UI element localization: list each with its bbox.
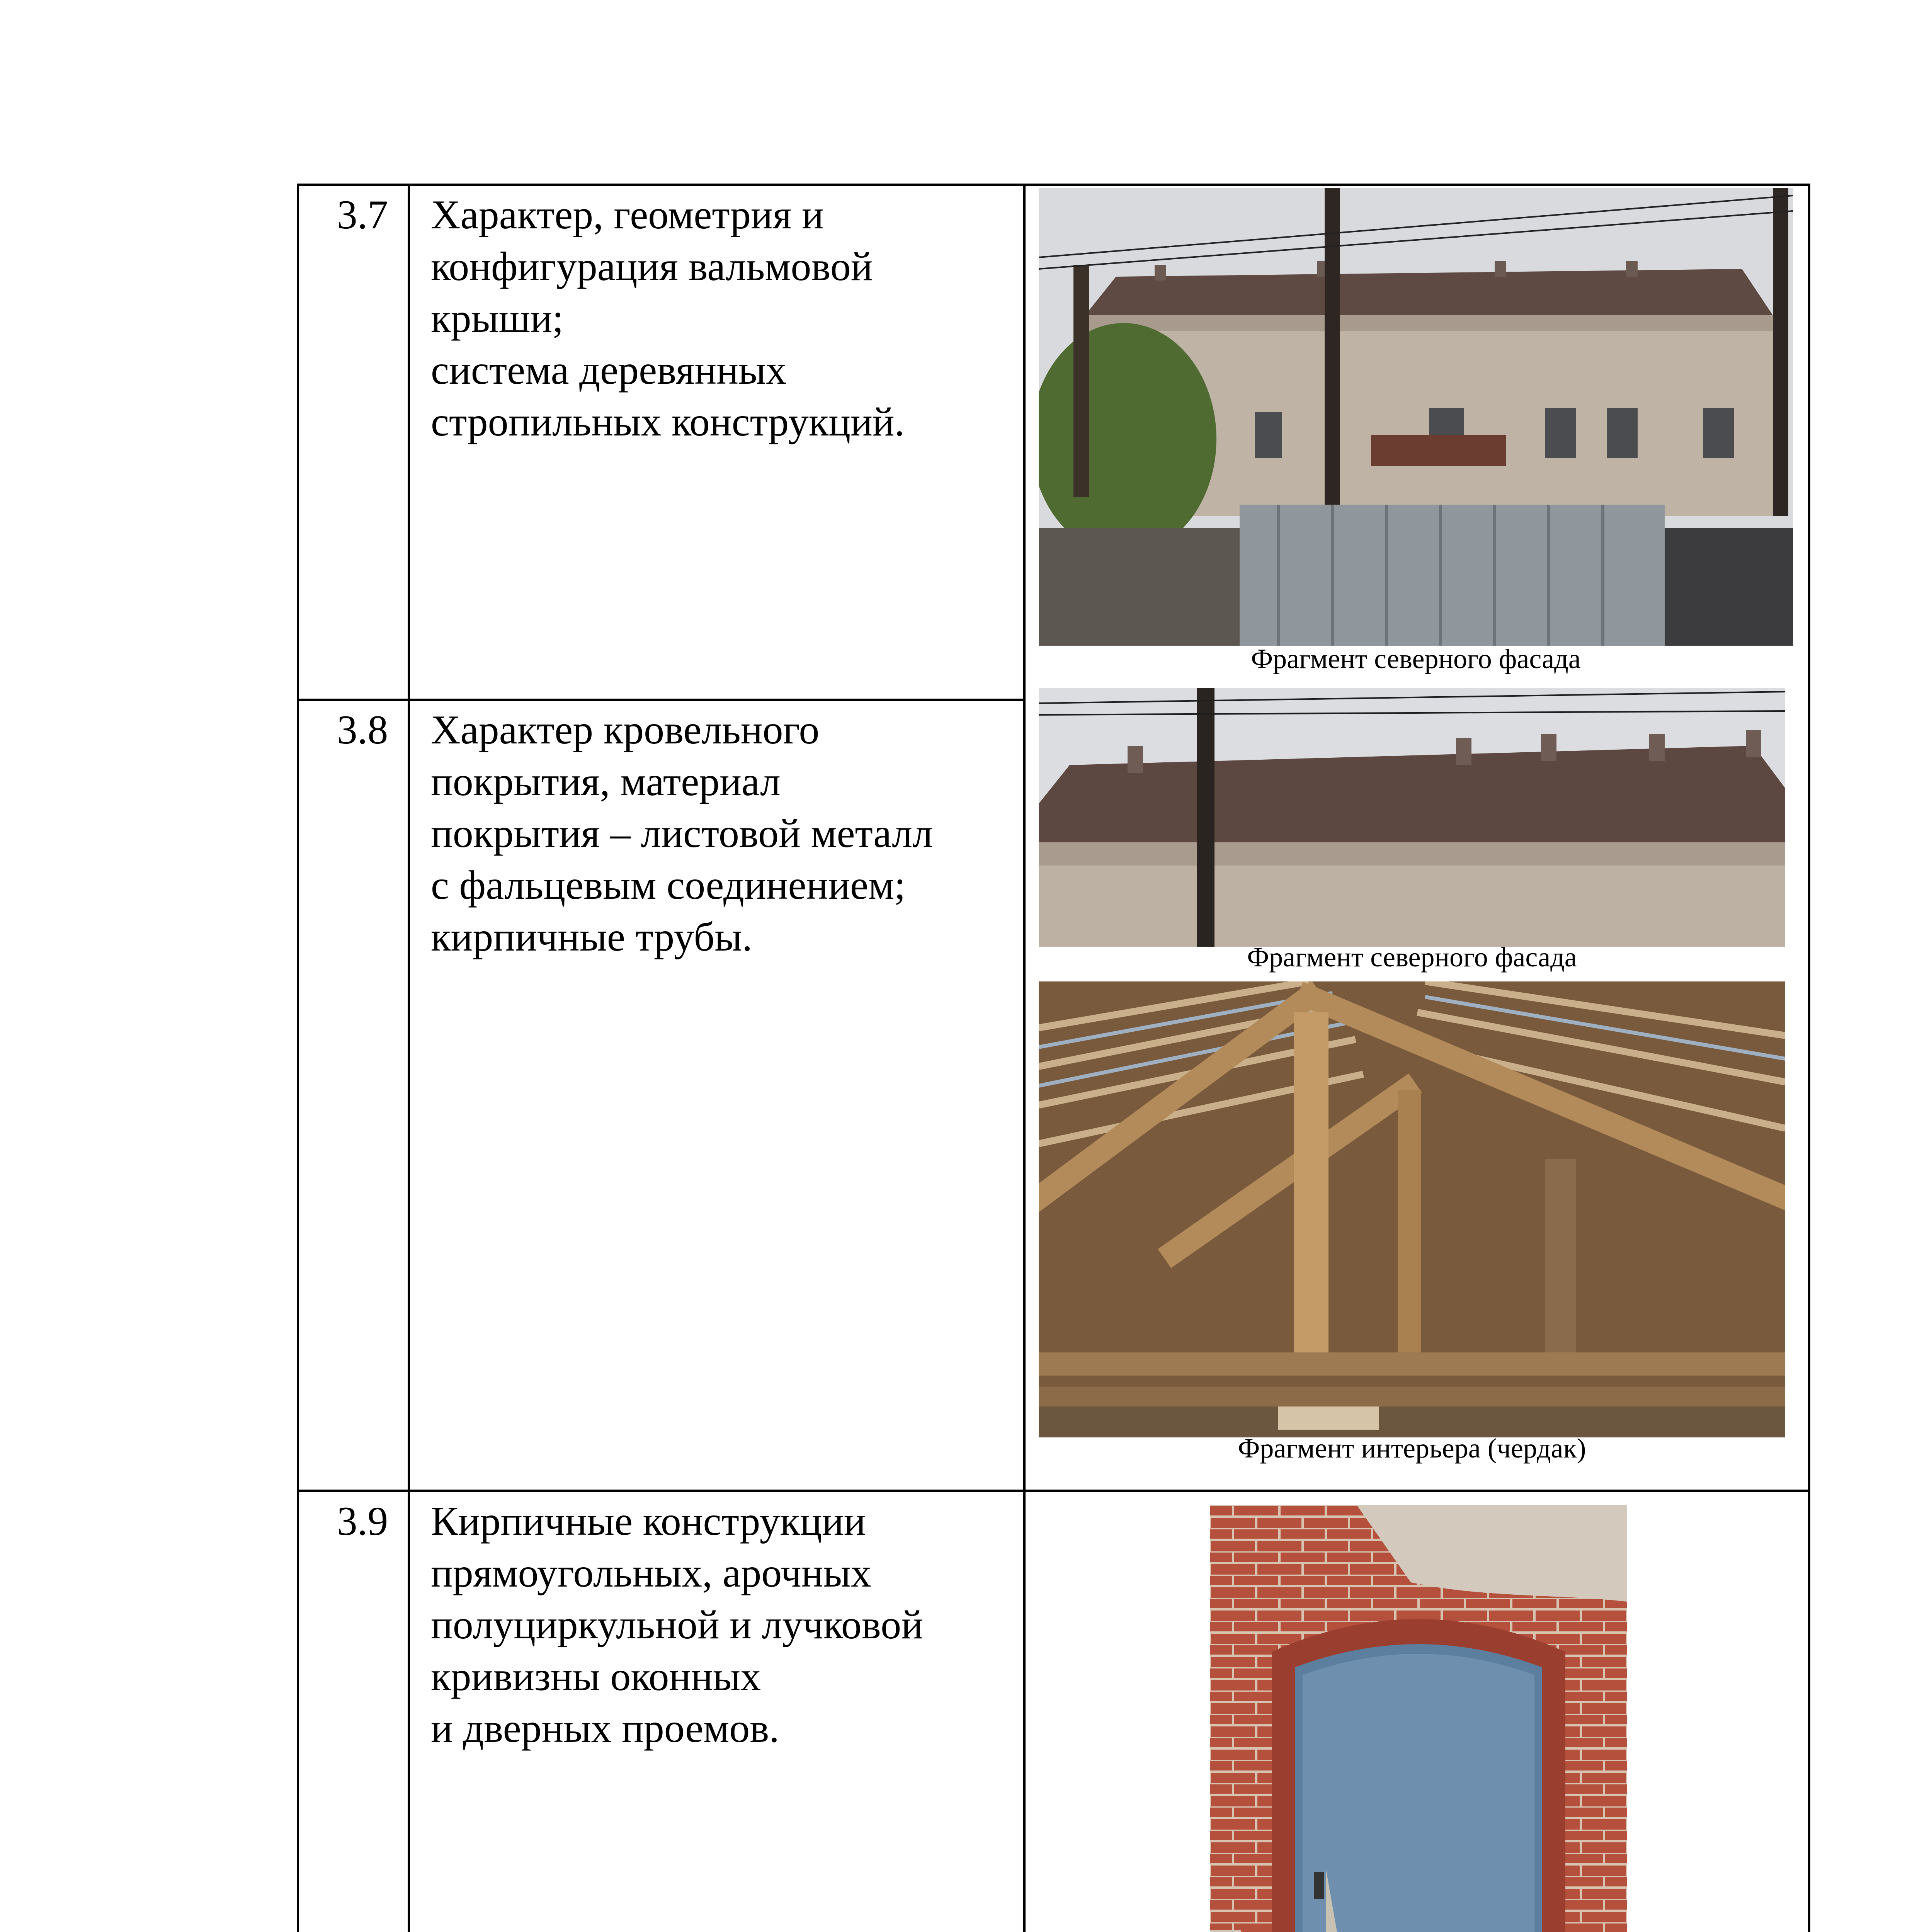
table-row-rule	[297, 699, 1026, 701]
roof-photo	[1039, 688, 1785, 947]
description-line: система деревянных	[431, 347, 787, 393]
description-line: конфигурация вальмовой	[431, 244, 873, 289]
description-line: Характер кровельного	[431, 707, 820, 752]
table-column-rule	[408, 184, 410, 1932]
row-number: 3.9	[337, 1498, 388, 1544]
description-line: стропильных конструкций.	[431, 399, 905, 444]
table-column-rule	[1023, 184, 1026, 1932]
description-line: с фальцевым соединением;	[431, 862, 906, 908]
description-line: кирпичные трубы.	[431, 914, 752, 959]
description-line: полуциркульной и лучковой	[431, 1602, 923, 1647]
photo-caption: Фрагмент северного фасада	[1251, 643, 1581, 674]
description-line: кривизны оконных	[431, 1654, 761, 1699]
description-line: Характер, геометрия и	[431, 192, 824, 237]
description-line: и дверных проемов.	[431, 1706, 779, 1751]
row-number: 3.7	[337, 192, 388, 237]
description-line: покрытия – листовой металл	[431, 811, 933, 856]
photo-caption: Фрагмент интерьера (чердак)	[1238, 1433, 1586, 1464]
row-number: 3.8	[337, 707, 388, 752]
table-border-top	[297, 184, 1810, 186]
row-description	[431, 1495, 925, 1754]
description-line: Кирпичные конструкции	[431, 1498, 866, 1544]
attic-rafters-photo	[1039, 981, 1785, 1437]
table-border-left	[297, 184, 299, 1932]
photo-caption: Фрагмент северного фасада	[1247, 942, 1577, 973]
table-border-right	[1808, 184, 1810, 1932]
description-line: покрытия, материал	[431, 759, 781, 804]
row-description	[431, 704, 933, 963]
row-description	[431, 189, 925, 448]
north-facade-photo	[1039, 188, 1793, 646]
description-line: прямоугольных, арочных	[431, 1550, 871, 1595]
blue-door-photo	[1210, 1505, 1627, 1932]
table-row-rule	[297, 1490, 1810, 1492]
description-line: крыши;	[431, 296, 564, 341]
